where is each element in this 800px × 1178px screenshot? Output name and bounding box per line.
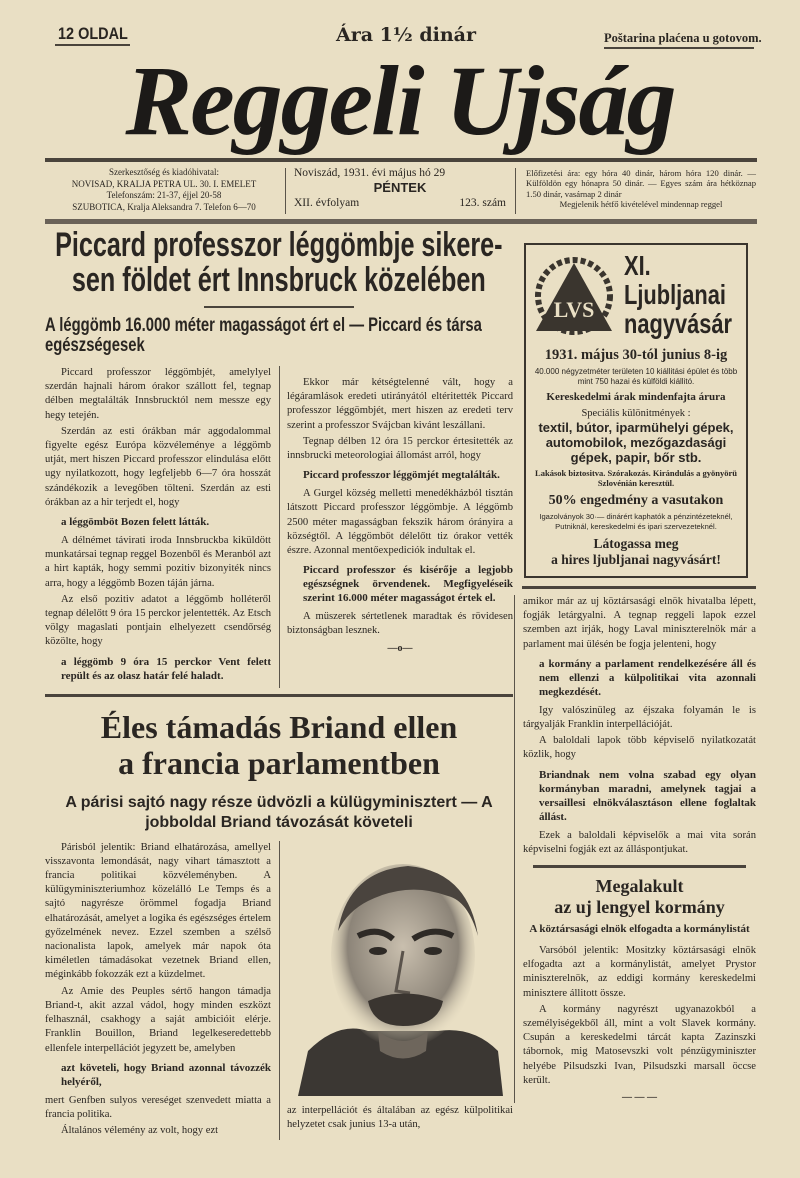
fair-advertisement bbox=[524, 243, 748, 578]
issue-date: Noviszád, 1931. évi május hó 29 bbox=[294, 167, 446, 179]
ad-title-line: XI. bbox=[624, 250, 651, 281]
postage-note: Poštarina plaćena u gotovom. bbox=[604, 31, 762, 45]
article1-subhead: A léggömb 16.000 méter magasságot ért el — Piccard és társa egészségesek bbox=[45, 315, 482, 356]
paragraph: A kormány nagyrészt ugyanazokból a személyiségekből áll, mint a volt Slavek kormány. Csupán a kereskedelmi tárcát kapta Zazinszki tábornok, mig Matosevszki volt pénzügyminiszter helyébe Pilsudszki Ivan, Pilsudszki marsall öccse került. bbox=[523, 1003, 756, 1086]
ad-title-line: Ljubljanai bbox=[624, 279, 726, 310]
headline-line: a francia parlamentben bbox=[118, 744, 440, 781]
article1-end-mark: —o— bbox=[387, 642, 413, 654]
publication-note: Megjelenik hétfő kivételével mindennap reggel bbox=[559, 199, 723, 210]
article2-col1 bbox=[45, 841, 271, 1141]
highlighted-paragraph: Briandnak nem volna szabad egy olyan kormányban maradni, amelynek tagjai a versaillesi elnökválasztáson ellene foglaltak állást. bbox=[539, 768, 756, 823]
paragraph: A baloldali lapok több képviselő nyilatkozatát közlik, hogy bbox=[523, 735, 756, 761]
paragraph: A müszerek sértetlenek maradtak és rövidesen biztonságban lesznek. bbox=[287, 611, 513, 637]
paragraph: Igy valószinüleg az éjszaka folyamán le is tárgyalják Franklin interpellációját. bbox=[523, 704, 756, 731]
paragraph: Tegnap délben 12 óra 15 perckor értesitették az innsbrucki meteorologiai állomást arról, hogy bbox=[287, 435, 513, 462]
paragraph: mert Genfben sulyos vereséget szenvedett miatta a francia politika. bbox=[45, 1094, 271, 1120]
highlighted-paragraph: a léggömb 9 óra 15 perckor Vent felett repült és az olasz határ felé haladt. bbox=[61, 655, 271, 682]
ad-special: textil, bútor, iparmühelyi gépek, automobilok, mezőgazdasági gépek, papir, bőr stb. bbox=[538, 420, 734, 465]
imprint-left bbox=[48, 167, 280, 213]
paragraph: Az Amie des Peuples sértő hangon támadja Briand-t, akit azzal vádol, hogy minden eszközt felhasznál, csakhogy a saját ambicióit elérje. Franklin Bouillon, Briand legelkeseredettebb ellenfele interpellációt jegyzett be, amelyben bbox=[45, 985, 271, 1054]
article1-col2 bbox=[287, 366, 513, 688]
paragraph: Varsóból jelentik: Mositzky köztársasági elnök elfogadta azt a kormánylistát, amelyet Prystor miniszterelnök, az eddigi kormány kereskedelmi minisztere állitott össze. bbox=[523, 945, 756, 999]
masthead-rule bbox=[45, 158, 757, 162]
headline-line: sen földet ért Innsbruck közelében bbox=[71, 261, 486, 299]
ad-special-label: Speciális különitmények : bbox=[581, 408, 691, 419]
paragraph: amikor már az uj köztársasági elnök hivatalba lépett, fogják letárgyalni. A tegnap reggeli lapok ezzel szemben azt irják, hogy Laval miniszterelnök már a parlament mai ülésén be fogja jelenteni, hogy bbox=[523, 596, 756, 650]
briand-portrait bbox=[298, 851, 503, 1096]
subscription-price: Előfizetési ára: egy hóra 40 dinár, három hóra 120 dinár. — Külföldön egy hónapra 50 dinár. — Egyes szám ára hétköznap 1.50 dinár, vasárnap 2 dinár bbox=[526, 168, 756, 199]
imprint-rule bbox=[45, 219, 757, 224]
ad-prices: Kereskedelmi árak mindenfajta árura bbox=[546, 391, 726, 403]
logo-letters: LVS bbox=[553, 297, 595, 322]
right-region bbox=[514, 243, 756, 1103]
highlighted-paragraph: azt követeli, hogy Briand azonnal távozzék helyéről, bbox=[61, 1061, 271, 1088]
article1-col1 bbox=[45, 366, 271, 688]
ad-ids: Igazolványok 30·— dinárért kaphatók a pénzintézeteknél, Putniknál, kereskedelmi és ipari szervezeteknél. bbox=[539, 512, 733, 531]
masthead-title: Reggeli Ujság bbox=[125, 45, 675, 156]
ad-area: 40.000 négyzetméter területen 10 kiállitási épület és több mint 750 hazai és külföldi kiállitó. bbox=[534, 367, 738, 386]
right-column-body bbox=[514, 595, 756, 1103]
paragraph: Ekkor már kétségtelenné vált, hogy a légáramlások eredeti utirányától eltéritették Piccard professzor léggömbjét, mert hiszen az eredeti terv szerint a professzor Svájcban kivánt leszállani. bbox=[287, 377, 513, 431]
issue-volume: XII. évfolyam bbox=[294, 197, 360, 209]
ad-housing: Lakások biztositva. Szórakozás. Kirándulás a gyönyörü Szlovénián keresztül. bbox=[535, 468, 737, 488]
imprint-line: NOVISAD, KRALJA PETRA UL. 30. I. EMELET bbox=[71, 178, 257, 189]
issue-day: PÉNTEK bbox=[373, 180, 427, 195]
ad-title-line: nagyvásár bbox=[624, 308, 733, 339]
paragraph: A Gurgel község melletti menedékházból tisztán látszott Piccard professzor léggömbje. A léggömb 2500 méter magasságban fekszik három órányira a községtől. A léggömböt délelőtt tiz órakor vették észre. Azonnal mentőexpediciók indultak el. bbox=[287, 488, 513, 557]
article3-subhead: A köztársasági elnök elfogadta a kormánylistát bbox=[529, 923, 750, 936]
ad-discount: 50% engedmény a vasutakon bbox=[548, 493, 724, 508]
imprint-line: SZUBOTICA, Kralja Aleksandra 7. Telefon 6—70 bbox=[72, 201, 256, 212]
divider bbox=[515, 168, 516, 214]
headline-line: Piccard professzor léggömbje sikere- bbox=[55, 226, 503, 264]
column-divider bbox=[279, 841, 280, 1141]
ad-bottom-rule bbox=[522, 586, 756, 589]
paragraph: Piccard professzor léggömbjét, amelylyel szerdán hajnali három órakor szállott fel, tegnap délben megtalálták Innsbrucktól nem messze egy hegy tetején. bbox=[45, 367, 271, 421]
imprint-right bbox=[526, 168, 756, 210]
highlighted-paragraph: Piccard professzor és kisérője a legjobb egészségnek örvendenek. Megfigyeléseik szerint 16.000 méter magasságot értek el. bbox=[303, 564, 513, 605]
highlighted-paragraph: a kormány a parlament rendelkezésére áll és nem ellenzi a külpolitikai vita azonnali megkezdését. bbox=[539, 657, 756, 698]
divider bbox=[285, 168, 286, 214]
issue-number: 123. szám bbox=[459, 197, 506, 209]
paragraph: Ezek a baloldali képviselők a mai vita során képviselni fogják ezt az álláspontjukat. bbox=[523, 829, 756, 855]
ad-cta-line: Látogassa meg bbox=[593, 536, 679, 551]
article1-subhead-wrap bbox=[45, 316, 513, 358]
headline-line: Éles támadás Briand ellen bbox=[100, 708, 458, 745]
article2-headline bbox=[45, 709, 513, 781]
headline-divider bbox=[204, 306, 354, 308]
paragraph: A délnémet távirati iroda Innsbruckba kiküldött munkatársai tegnap reggel Bozenből és Meranból azt a hirt kapták, hogy semmi pozitiv bizonyiték nincs arra, hogy a léggömb Bozen táján járna. bbox=[45, 535, 271, 589]
issue-info bbox=[294, 166, 506, 210]
column-divider bbox=[279, 366, 280, 688]
ad-cta-line: a hires ljubljanai nagyvásárt! bbox=[551, 552, 721, 567]
article1-headline bbox=[45, 228, 513, 298]
price: Ára 1½ dinár bbox=[336, 24, 476, 46]
paragraph: az interpellációt és általában az egész külpolitikai helyzetet csak junius 13-a után, bbox=[287, 1104, 513, 1130]
paragraph: Szerdán az esti órákban már aggodalommal figyelte egész Európa közvéleménye a léggömb utját, mert hiszen Piccard professzor elindulása előtt ugy nyilatkozott, hogy legfeljebb 6—7 óra hosszát szándékozik a levegőben tölteni. Szerdán az esti órákban az a hir terjedt el, hogy bbox=[45, 425, 271, 508]
headline-line: Megalakult bbox=[595, 876, 684, 897]
highlighted-paragraph: a léggömböt Bozen felett látták. bbox=[61, 516, 210, 529]
article2-col3 bbox=[523, 595, 756, 857]
article2-col2 bbox=[287, 841, 513, 1141]
article3-headline bbox=[523, 876, 756, 918]
section-rule bbox=[533, 865, 746, 868]
imprint-line: Telefonszám: 21-37, éjjel 20-58 bbox=[106, 190, 222, 200]
left-region bbox=[45, 228, 513, 1140]
article3-end-mark: — — — bbox=[622, 1092, 657, 1104]
paragraph: Párisból jelentik: Briand elhatározása, amellyel visszavonta lemondását, nagy vihart támasztott a francia politikai közvéleményben. A külügyminiszteriumhoz közelálló Le Temps és a sajtó nagyrésze örömmel fogadja Briand elhatározását, amelyet a logika és egészséges értelem győzelmének nevez. Ezzel szemben a szélső nacionalista lapok, amelyek már napok óta kiméletlen támadásokat vezetnek Briand ellen, méginkább fokozzák ezt a küzdelmet. bbox=[45, 841, 271, 981]
article3-body bbox=[523, 944, 756, 1088]
headline-line: az uj lengyel kormány bbox=[554, 897, 725, 918]
highlighted-paragraph: Piccard professzor léggömjét megtalálták. bbox=[303, 469, 500, 482]
fair-logo-icon bbox=[530, 251, 618, 341]
paragraph: Az első pozitiv adatot a léggömb holléteről tegnap délelőtt 9 óra 15 perckor jelentették. Az Etsch völgy magaslati pontjain elhelyezett csendőrség közölte, hogy bbox=[45, 593, 271, 648]
paragraph: Általános vélemény az volt, hogy ezt bbox=[61, 1125, 219, 1137]
section-rule bbox=[45, 694, 513, 697]
page-number: 12 OLDAL bbox=[58, 24, 128, 43]
article2-subhead: A párisi sajtó nagy része üdvözli a külügyminisztert — A jobboldal Briand távozását követeli bbox=[65, 793, 493, 831]
imprint-line: Szerkesztőség és kiadóhivatal: bbox=[109, 167, 219, 177]
ad-dates: 1931. május 30-tól junius 8-ig bbox=[544, 347, 728, 363]
